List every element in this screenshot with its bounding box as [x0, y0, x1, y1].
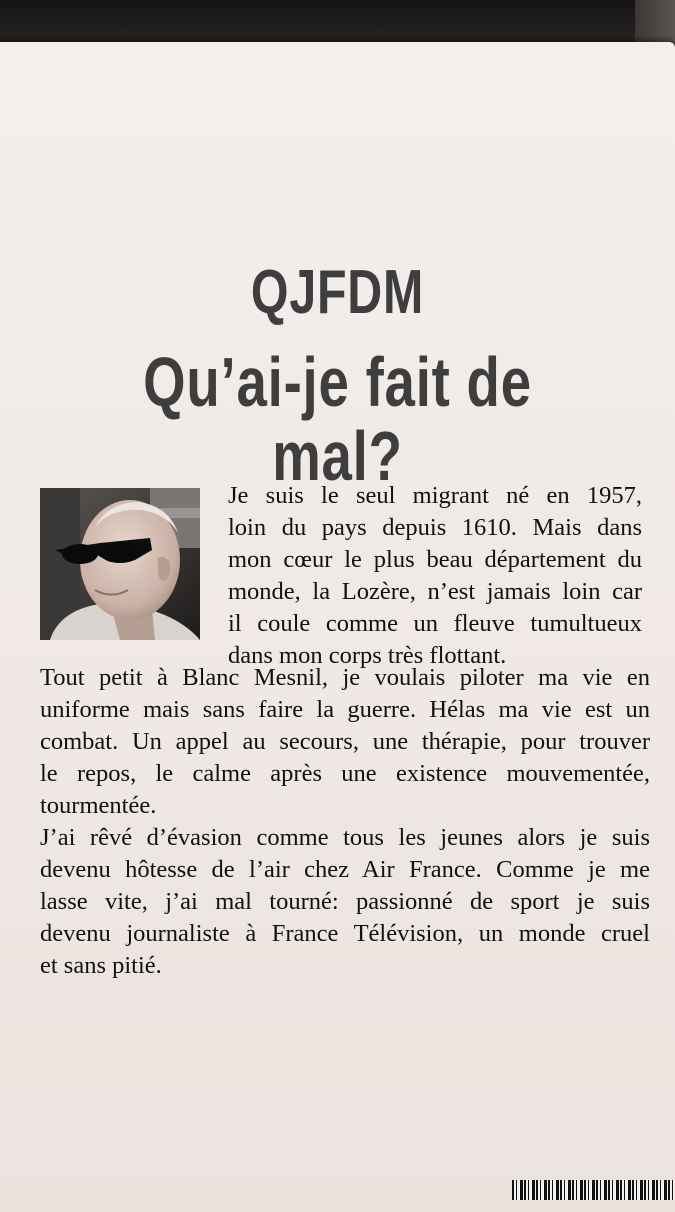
- bio-intro-line: monde, la Lozère, n’est jamais loin car: [228, 578, 642, 605]
- book-title: Qu’ai-je fait de mal?: [143, 343, 532, 495]
- bio-body-line: tourmentée.: [40, 792, 157, 819]
- barcode: [512, 1180, 675, 1200]
- bio-body-line: Tout petit à Blanc Mesnil, je voulais piloter ma vie en: [40, 664, 650, 691]
- bio-intro-line: il coule comme un fleuve tumultueux: [228, 610, 642, 637]
- bio-intro-line: dans mon corps très flottant.: [228, 642, 507, 669]
- bio-body-line: J’ai rêvé d’évasion comme tous les jeunes alors je suis: [40, 824, 650, 851]
- book-title-acronym: QJFDM: [250, 258, 425, 327]
- bio-intro-line: mon cœur le plus beau département du: [228, 546, 642, 573]
- bio-intro-line: Je suis le seul migrant né en 1957,: [228, 482, 642, 509]
- author-photo: [40, 488, 200, 640]
- author-portrait-icon: [40, 488, 200, 640]
- bio-body-line: lasse vite, j’ai mal tourné: passionné de sport je suis: [40, 888, 650, 915]
- bio-body-line: combat. Un appel au secours, une thérapie, pour trouver: [40, 728, 650, 755]
- bio-body-line: et sans pitié.: [40, 952, 162, 979]
- author-bio-body: [40, 662, 650, 982]
- bio-body-line: devenu journaliste à France Télévision, un monde cruel: [40, 920, 650, 947]
- bio-intro-line: loin du pays depuis 1610. Mais dans: [228, 514, 642, 541]
- bio-body-line: uniforme mais sans faire la guerre. Hélas ma vie est un: [40, 696, 650, 723]
- author-bio-intro: [228, 480, 642, 672]
- bio-body-line: devenu hôtesse de l’air chez Air France. Comme je me: [40, 856, 650, 883]
- bio-body-line: le repos, le calme après une existence mouvementée,: [40, 760, 650, 787]
